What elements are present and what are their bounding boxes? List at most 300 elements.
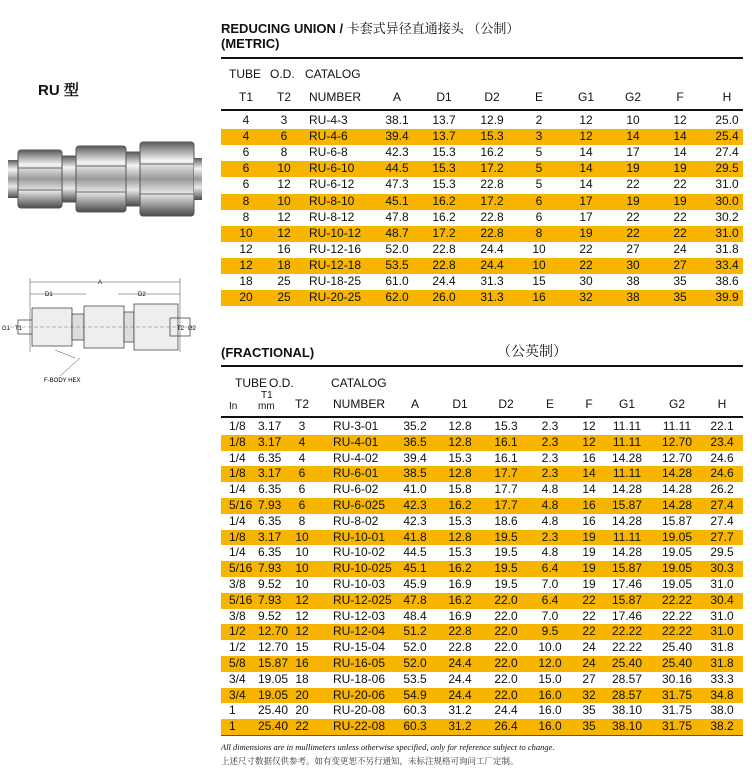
frac-cell: 14 (582, 482, 596, 497)
frac-cell: 11.11 (612, 529, 642, 544)
frac-cell: RU-20-06 (333, 687, 386, 702)
frac-cell: 12 (295, 592, 309, 607)
technical-diagram (0, 272, 200, 388)
metric-cell: 47.8 (385, 209, 409, 224)
frac-cell: 3.17 (258, 434, 282, 449)
metric-cell: RU-18-25 (309, 274, 362, 288)
frac-cell: 22.0 (494, 624, 518, 639)
metric-cell: 8 (535, 225, 543, 240)
frac-cell: 7.0 (541, 608, 559, 623)
metric-cell: 14 (579, 161, 593, 176)
frac-cell: 12.8 (448, 466, 472, 481)
metric-cell: 18 (277, 257, 291, 272)
frac-cell: 4.8 (541, 482, 559, 497)
frac-cell: 10 (295, 577, 309, 591)
frac-row (221, 688, 743, 704)
frac-cell: 31.75 (661, 703, 693, 718)
frac-cell: 25.40 (611, 656, 643, 670)
frac-cell: 54.9 (403, 687, 427, 702)
frac-cell: 1/8 (229, 529, 246, 544)
frac-cell: 7.0 (541, 577, 559, 591)
frac-cell: 10 (295, 545, 309, 560)
metric-cell: 22 (673, 177, 687, 192)
frac-cell: 25.40 (258, 703, 289, 718)
metric-cell: RU-4-3 (309, 113, 348, 127)
frac-cell: 30.16 (661, 671, 693, 686)
frac-cell: 38.5 (403, 466, 427, 481)
frac-cell: 25.40 (661, 656, 693, 670)
frac-cell: 15.87 (258, 656, 289, 670)
metric-cell: 17 (579, 209, 593, 224)
metric-cell: 12.9 (480, 113, 504, 127)
frac-cell: RU-6-01 (333, 466, 379, 481)
frac-cell: 15.87 (611, 592, 643, 607)
frac-cell: 10.0 (538, 640, 562, 655)
metric-cell: 44.5 (385, 161, 409, 176)
metric-cell: 15.3 (432, 161, 456, 176)
metric-cell: 26.0 (432, 290, 456, 305)
frac-cell: 14.28 (611, 545, 643, 560)
frac-cell: 15.3 (494, 419, 518, 433)
metric-cell: 22.8 (480, 209, 504, 224)
frac-row (221, 466, 743, 482)
frac-cell: 19 (582, 545, 596, 560)
frac-cell: 12.70 (258, 624, 289, 639)
metric-cell: 10 (626, 113, 640, 127)
frac-cell: 22.1 (710, 419, 734, 433)
metric-cell: 15.3 (432, 177, 456, 192)
metric-cell: 25 (277, 290, 291, 305)
frac-cell: 39.4 (403, 450, 427, 465)
metric-cell: 17 (579, 193, 593, 208)
metric-cell: 24 (673, 241, 687, 256)
frac-cell: 22.0 (494, 656, 518, 670)
metric-cell: 53.5 (385, 257, 409, 272)
title-metric: (METRIC) (221, 36, 280, 51)
frac-col-number: NUMBER (333, 397, 386, 411)
frac-h-catalog: CATALOG (331, 376, 387, 390)
frac-cell: 16.2 (448, 561, 472, 576)
metric-row (221, 129, 743, 145)
frac-cell: RU-10-03 (333, 577, 386, 591)
metric-h-tube: TUBE (229, 67, 262, 81)
frac-cell: 22.22 (661, 592, 693, 607)
metric-cell: 48.7 (385, 225, 409, 240)
metric-cell: 8 (242, 209, 250, 224)
frac-cell: 4.8 (541, 513, 559, 528)
metric-cell: 39.4 (385, 129, 409, 144)
frac-cell: 52.0 (403, 656, 427, 670)
frac-cell: 14.28 (661, 482, 693, 497)
frac-cell: 32 (582, 687, 596, 702)
frac-cell: 14.28 (611, 450, 643, 465)
metric-col-a: A (392, 90, 402, 104)
frac-cell: 15.87 (661, 513, 693, 528)
metric-cell: 12 (277, 225, 291, 240)
frac-cell: 34.8 (710, 687, 734, 702)
metric-row (221, 113, 743, 129)
frac-cell: 6.4 (541, 592, 559, 607)
frac-cell: 35.2 (403, 419, 427, 433)
metric-cell: 22 (579, 257, 593, 272)
frac-cell: 33.3 (710, 671, 734, 686)
metric-cell: 14 (673, 129, 687, 144)
metric-cell: 19 (626, 161, 640, 176)
metric-cell: 15.3 (480, 129, 504, 144)
frac-cell: 22 (582, 592, 596, 607)
frac-cell: 22.22 (661, 624, 693, 639)
frac-col-a: A (410, 397, 420, 411)
frac-row (221, 609, 743, 625)
metric-cell: 16.2 (432, 193, 456, 208)
metric-cell: 10 (277, 193, 291, 208)
metric-cell: 25.4 (715, 129, 739, 144)
metric-cell: RU-10-12 (309, 225, 362, 240)
frac-cell: 12.0 (538, 656, 562, 670)
frac-cell: 8 (298, 513, 306, 528)
frac-cell: 6 (298, 498, 306, 512)
frac-cell: 35 (582, 719, 596, 734)
frac-cell: RU-12-03 (333, 608, 386, 623)
metric-cell: 19 (673, 161, 687, 176)
metric-cell: 24.4 (480, 241, 504, 256)
metric-cell: 27 (626, 241, 640, 256)
frac-cell: 1/8 (229, 466, 246, 481)
frac-cell: 31.0 (710, 577, 734, 591)
dim-t1: T1 (15, 326, 23, 332)
frac-cell: 4.8 (541, 498, 559, 512)
metric-cell: 62.0 (385, 290, 409, 305)
frac-cell: 16.1 (494, 434, 518, 449)
frac-cell: 22.22 (611, 640, 643, 655)
frac-cell: 31.8 (710, 656, 734, 670)
frac-cell: 15.0 (538, 671, 562, 686)
metric-cell: 6 (242, 161, 250, 176)
fractional-bottom-rule (221, 735, 743, 736)
frac-cell: 11.11 (612, 466, 642, 481)
frac-cell: 52.0 (403, 640, 427, 655)
frac-cell: RU-8-02 (333, 513, 379, 528)
frac-row (221, 703, 743, 719)
frac-cell: 19.5 (494, 577, 518, 591)
metric-cell: 14 (579, 177, 593, 192)
frac-cell: 19.5 (494, 529, 518, 544)
frac-cell: 5/16 (229, 561, 253, 576)
metric-cell: 18 (239, 274, 253, 288)
metric-cell: RU-6-10 (309, 161, 355, 176)
metric-header-rule (221, 109, 743, 111)
frac-cell: 6.35 (258, 482, 282, 497)
metric-row (221, 210, 743, 226)
frac-cell: 30.4 (710, 592, 734, 607)
frac-cell: 6.35 (258, 545, 282, 560)
frac-cell: 27 (582, 671, 596, 686)
frac-cell: 15.3 (448, 513, 472, 528)
frac-cell: 22.0 (494, 671, 518, 686)
frac-row (221, 451, 743, 467)
metric-cell: 5 (535, 145, 543, 160)
metric-cell: 61.0 (385, 274, 409, 288)
footer-note-cn: 上述尺寸数据仅供参考。如有变更恕不另行通知，未标注规格可询问工厂定制。 (221, 756, 519, 766)
frac-cell: 7.93 (258, 561, 282, 576)
frac-cell: 1 (229, 703, 236, 718)
metric-cell: 8 (242, 193, 250, 208)
metric-cell: 19 (673, 193, 687, 208)
metric-cell: 10 (239, 225, 253, 240)
frac-cell: 17.46 (611, 608, 643, 623)
frac-cell: 14.28 (661, 466, 693, 481)
frac-cell: 1/4 (229, 450, 246, 465)
frac-h-od: O.D. (269, 376, 294, 390)
frac-cell: 31.8 (710, 640, 734, 655)
frac-cell: 38.0 (710, 703, 734, 718)
dim-d1: D1 (45, 292, 53, 298)
metric-cell: 3 (535, 129, 543, 144)
frac-cell: 6 (298, 466, 306, 481)
frac-cell: 41.8 (403, 529, 427, 544)
frac-cell: 12.70 (258, 640, 289, 655)
frac-cell: 1/8 (229, 434, 246, 449)
frac-cell: 24.4 (448, 687, 472, 702)
metric-col-g1: G1 (577, 90, 595, 104)
frac-cell: 15 (295, 640, 309, 655)
frac-cell: 19.05 (661, 529, 693, 544)
frac-cell: 6.35 (258, 450, 282, 465)
metric-cell: 22 (579, 241, 593, 256)
metric-cell: 3 (280, 113, 288, 127)
frac-cell: 16.9 (448, 608, 472, 623)
frac-cell: 2.3 (541, 434, 559, 449)
title-en: REDUCING UNION / (221, 21, 344, 36)
frac-cell: RU-6-02 (333, 482, 379, 497)
frac-cell: 31.2 (448, 719, 472, 734)
frac-cell: 48.4 (403, 608, 427, 623)
frac-cell: 19.5 (494, 545, 518, 560)
metric-row (221, 145, 743, 161)
metric-cell: 31.0 (715, 225, 739, 240)
frac-cell: RU-18-06 (333, 671, 386, 686)
frac-cell: 17.7 (494, 482, 518, 497)
frac-cell: 27.4 (710, 498, 734, 512)
metric-cell: 22.8 (480, 177, 504, 192)
frac-cell: 1/4 (229, 513, 246, 528)
frac-row (221, 498, 743, 514)
metric-row (221, 258, 743, 274)
metric-cell: 6 (242, 177, 250, 192)
frac-cell: 4.8 (541, 545, 559, 560)
frac-cell: 12.70 (661, 450, 693, 465)
dim-g2: G2 (188, 326, 197, 332)
metric-cell: 45.1 (385, 193, 409, 208)
frac-cell: 3 (298, 419, 306, 433)
frac-cell: 5/16 (229, 498, 253, 512)
frac-cell: 20 (295, 687, 309, 702)
metric-cell: 22 (673, 225, 687, 240)
metric-cell: 12 (673, 113, 687, 127)
frac-cell: 24.4 (448, 671, 472, 686)
metric-cell: 25.0 (715, 113, 739, 127)
frac-cell: RU-3-01 (333, 419, 379, 433)
frac-cell: 31.0 (710, 624, 734, 639)
frac-cell: 16.9 (448, 577, 472, 591)
metric-cell: 30.2 (715, 209, 739, 224)
metric-cell: 38.6 (715, 274, 739, 288)
metric-cell: 27.4 (715, 145, 739, 160)
metric-cell: 22.8 (432, 241, 456, 256)
frac-cell: RU-20-08 (333, 703, 386, 718)
metric-cell: RU-12-18 (309, 257, 362, 272)
frac-cell: 16.0 (538, 687, 562, 702)
frac-cell: 7.93 (258, 592, 282, 607)
metric-cell: 22.8 (480, 225, 504, 240)
frac-row (221, 530, 743, 546)
frac-h-t1: T1 (261, 390, 273, 401)
dim-hex: F-BODY HEX (44, 378, 81, 384)
frac-cell: 27.4 (710, 513, 734, 528)
metric-cell: 17.2 (480, 161, 504, 176)
frac-row (221, 545, 743, 561)
frac-cell: 6 (298, 482, 306, 497)
frac-cell: 24.4 (494, 703, 518, 718)
frac-cell: 5/8 (229, 656, 246, 670)
frac-cell: RU-10-025 (333, 561, 392, 576)
frac-cell: 26.4 (494, 719, 518, 734)
frac-cell: 1 (229, 719, 236, 734)
frac-col-t2: T2 (294, 397, 310, 411)
metric-row (221, 242, 743, 258)
frac-cell: 19.05 (258, 687, 289, 702)
frac-cell: 38.2 (710, 719, 734, 734)
metric-cell: 16.2 (480, 145, 504, 160)
metric-cell: 4 (242, 113, 250, 127)
metric-cell: RU-6-12 (309, 177, 355, 192)
frac-cell: 6.35 (258, 513, 282, 528)
frac-col-f: F (585, 397, 593, 411)
frac-cell: 2.3 (541, 529, 559, 544)
frac-row (221, 624, 743, 640)
frac-cell: 6.4 (541, 561, 559, 576)
frac-cell: RU-4-02 (333, 450, 379, 465)
frac-row (221, 719, 743, 735)
frac-cell: 12 (295, 608, 309, 623)
frac-cell: 22.0 (494, 687, 518, 702)
frac-col-g1: G1 (618, 397, 636, 411)
metric-cell: 19 (626, 193, 640, 208)
metric-row (221, 177, 743, 193)
metric-col-h: H (722, 90, 732, 104)
metric-cell: 31.8 (715, 241, 739, 256)
frac-cell: 15.8 (448, 482, 472, 497)
frac-cell: 19 (582, 577, 596, 591)
dim-a: A (98, 280, 103, 286)
frac-cell: 53.5 (403, 671, 427, 686)
frac-col-in: In (229, 401, 238, 412)
frac-cell: 22.0 (494, 592, 518, 607)
frac-row (221, 419, 743, 435)
metric-cell: 30.0 (715, 193, 739, 208)
metric-cell: 6 (242, 145, 250, 160)
fractional-header-rule (221, 416, 743, 418)
frac-cell: 19.05 (661, 577, 693, 591)
metric-cell: 6 (535, 193, 543, 208)
metric-cell: 12 (579, 113, 593, 127)
fractional-title-cn: （公英制） (497, 343, 567, 359)
metric-cell: 35 (673, 274, 687, 288)
metric-col-number: NUMBER (309, 90, 362, 104)
metric-cell: 22 (626, 177, 640, 192)
metric-cell: 10 (532, 257, 546, 272)
metric-cell: 5 (535, 161, 543, 176)
metric-cell: 24.4 (480, 257, 504, 272)
metric-cell: 47.3 (385, 177, 409, 192)
frac-cell: 11.11 (612, 434, 642, 449)
metric-cell: 25 (277, 274, 291, 288)
metric-cell: 17 (626, 145, 640, 160)
metric-cell: 35 (673, 290, 687, 305)
frac-col-g2: G2 (668, 397, 686, 411)
metric-cell: 52.0 (385, 241, 409, 256)
frac-cell: 17.46 (611, 577, 643, 591)
metric-col-f: F (676, 90, 684, 104)
frac-cell: 3.17 (258, 419, 282, 433)
frac-cell: 16.2 (448, 592, 472, 607)
metric-cell: 16.2 (432, 209, 456, 224)
frac-cell: 16 (582, 450, 596, 465)
frac-cell: 14.28 (661, 498, 693, 512)
frac-cell: 35 (582, 703, 596, 718)
metric-cell: 15.3 (432, 145, 456, 160)
frac-cell: 36.5 (403, 434, 427, 449)
frac-cell: 3/4 (229, 687, 246, 702)
frac-cell: 15.3 (448, 545, 472, 560)
frac-cell: 22 (295, 719, 309, 734)
metric-cell: 12 (277, 177, 291, 192)
frac-cell: 17.7 (494, 466, 518, 481)
frac-cell: 15.87 (611, 498, 643, 512)
frac-cell: 19.05 (661, 561, 693, 576)
frac-cell: 25.40 (258, 719, 289, 734)
frac-cell: 60.3 (403, 719, 427, 734)
frac-cell: 2.3 (541, 466, 559, 481)
frac-cell: 31.2 (448, 703, 472, 718)
frac-cell: 22 (582, 624, 596, 639)
frac-cell: 24.6 (710, 450, 734, 465)
frac-cell: RU-15-04 (333, 640, 386, 655)
frac-cell: 19 (582, 561, 596, 576)
frac-col-d2: D2 (498, 397, 514, 411)
frac-cell: 9.52 (258, 577, 282, 591)
metric-cell: 27 (673, 257, 687, 272)
metric-cell: 8 (280, 145, 288, 160)
metric-cell: 17.2 (432, 225, 456, 240)
page-title (221, 21, 519, 51)
metric-row (221, 226, 743, 242)
metric-cell: 13.7 (432, 113, 456, 127)
frac-cell: 3/8 (229, 577, 246, 591)
metric-cell: 17.2 (480, 193, 504, 208)
metric-cell: RU-4-6 (309, 129, 348, 144)
frac-cell: 2.3 (541, 450, 559, 465)
frac-cell: 41.0 (403, 482, 427, 497)
frac-cell: RU-4-01 (333, 434, 379, 449)
metric-cell: 32 (579, 290, 593, 305)
frac-cell: 1/2 (229, 640, 246, 655)
frac-row (221, 672, 743, 688)
frac-cell: 16 (582, 513, 596, 528)
frac-cell: 24 (582, 656, 596, 670)
frac-cell: 5/16 (229, 592, 253, 607)
frac-cell: 15.87 (611, 561, 643, 576)
